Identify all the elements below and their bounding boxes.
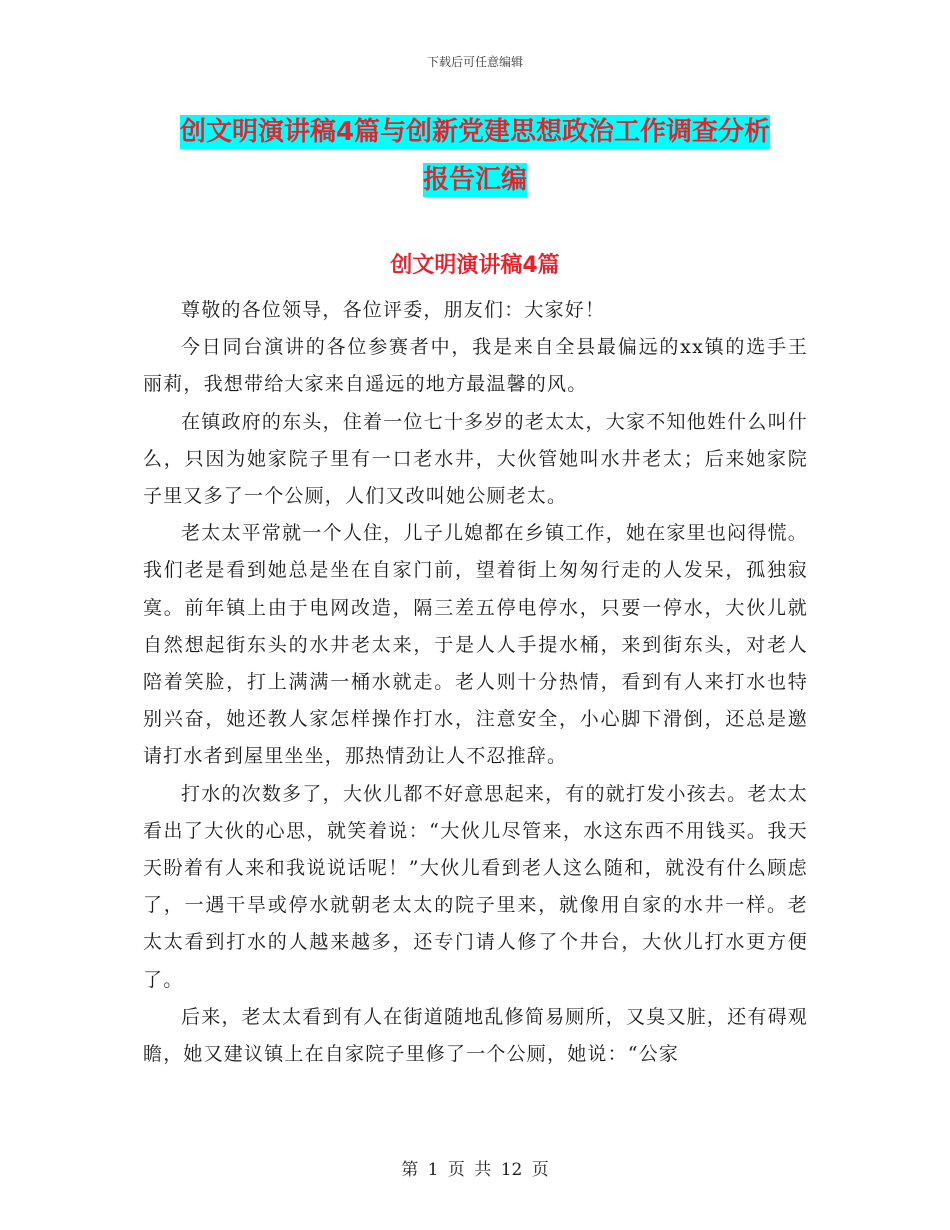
- paragraph: 后来，老太太看到有人在街道随地乱修简易厕所，又臭又脏，还有碍观瞻，她又建议镇上在自家院子里修了一个公厕，她说：“公家: [143, 1005, 808, 1066]
- paragraph: 尊敬的各位领导，各位评委，朋友们：大家好！: [181, 299, 606, 321]
- paragraph: 老太太平常就一个人住，儿子儿媳都在乡镇工作，她在家里也闷得慌。我们老是看到她总是坐在自家门前，望着街上匆匆行走的人发呆，孤独寂寞。前年镇上由于电网改造，隔三差五停电停水，只要一停水，大伙儿就自然想起街东头的水井老太来，于是人人手提水桶，来到街东头，对老人陪着笑脸，打上满满一桶水就走。老人则十分热情，看到有人来打水也特别兴奋，她还教人家怎样操作打水，注意安全，小心脚下滑倒，还总是邀请打水者到屋里坐坐，那热情劲让人不忍推辞。: [143, 522, 808, 768]
- header-note: 下载后可任意编辑: [426, 55, 523, 69]
- page-footer: 第 1 页 共 12 页: [401, 1160, 549, 1180]
- paragraph: 今日同台演讲的各位参赛者中，我是来自全县最偏远的xx镇的选手王丽莉，我想带给大家来自遥远的地方最温馨的风。: [143, 336, 808, 396]
- section-title: 创文明演讲稿4篇: [390, 253, 560, 278]
- document-title-line-1: 创文明演讲稿4篇与创新党建思想政治工作调查分析: [179, 117, 771, 147]
- document-title: [140, 108, 810, 204]
- paragraph: 打水的次数多了，大伙儿都不好意思起来，有的就打发小孩去。老太太看出了大伙的心思，就笑着说：“大伙儿尽管来，水这东西不用钱买。我天天盼着有人来和我说说话呢！”大伙儿看到老人这么随和，就没有什么顾虑了，一遇干旱或停水就朝老太太的院子里来，就像用自家的水井一样。老太太看到打水的人越来越多，还专门请人修了个井台，大伙儿打水更方便了。: [143, 782, 808, 991]
- body-text: [143, 292, 808, 1073]
- paragraph: 在镇政府的东头，住着一位七十多岁的老太太，大家不知他姓什么叫什么，只因为她家院子里有一口老水井，大伙管她叫水井老太；后来她家院子里又多了一个公厕，人们又改叫她公厕老太。: [143, 410, 808, 508]
- document-title-line-2: 报告汇编: [422, 165, 527, 195]
